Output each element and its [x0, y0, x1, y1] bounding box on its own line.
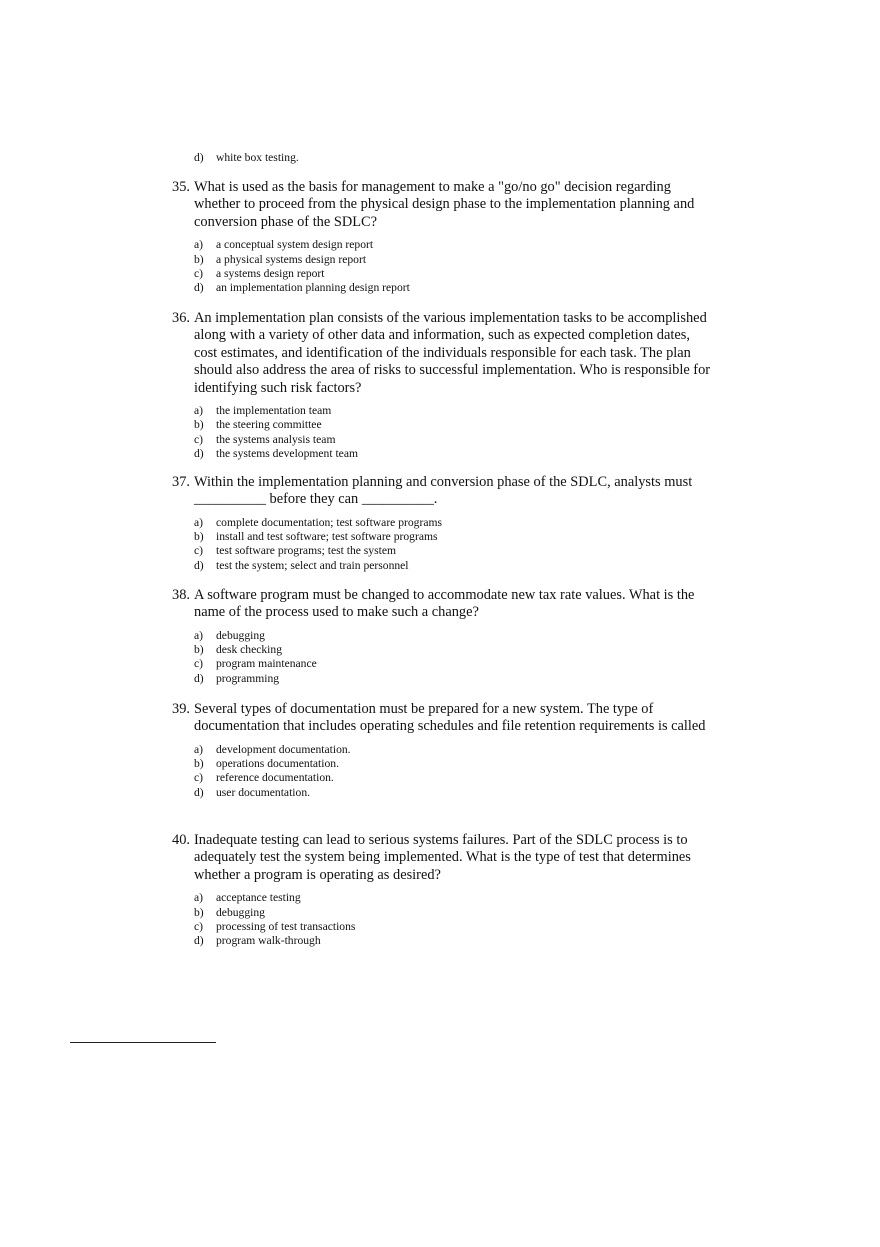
question-text: What is used as the basis for management to make a "go/no go" decision regarding whether to proceed from the physical design phase to the implementation planning and conversion phase of the SDLC?: [194, 179, 695, 230]
option-text: programming: [216, 671, 280, 685]
option-b: [194, 906, 712, 920]
option-c: [194, 920, 712, 934]
question-number: 35.: [172, 179, 190, 195]
option-letter: a): [194, 891, 204, 905]
option-text: desk checking: [216, 643, 282, 657]
option-text: a conceptual system design report: [216, 238, 374, 252]
option-text: the implementation team: [216, 404, 332, 418]
question-39: [172, 701, 712, 800]
option-text: debugging: [216, 628, 265, 642]
option-text: install and test software; test software programs: [216, 530, 438, 544]
option-letter: d): [194, 558, 204, 572]
answer-options: [194, 629, 712, 686]
option-letter: a): [194, 628, 204, 642]
option-text: a physical systems design report: [216, 252, 367, 266]
option-b: [194, 418, 712, 432]
option-text: test software programs; test the system: [216, 544, 396, 558]
option-text: processing of test transactions: [216, 919, 356, 933]
option-d: [194, 672, 712, 686]
option-d: [194, 559, 712, 573]
option-a: [194, 629, 712, 643]
question-37: [172, 474, 712, 573]
option-text: program walk-through: [216, 934, 321, 948]
answer-options: [194, 743, 712, 800]
question-text: Inadequate testing can lead to serious systems failures. Part of the SDLC process is to adequately test the system being implemented. What is the type of test that determines whether a program is operating as desired?: [194, 832, 691, 883]
question-number: 40.: [172, 832, 190, 848]
option-letter: d): [194, 785, 204, 799]
carryover-option: [194, 151, 299, 165]
option-text: test the system; select and train personnel: [216, 558, 409, 572]
question-text: Within the implementation planning and conversion phase of the SDLC, analysts must __________ before they can __________.: [194, 474, 693, 508]
option-a: [194, 743, 712, 757]
footnote-divider: [70, 1042, 216, 1043]
option-letter: c): [194, 919, 204, 933]
option-c: [194, 267, 712, 281]
option-b: [194, 757, 712, 771]
option-text: the systems analysis team: [216, 432, 336, 446]
option-a: [194, 516, 712, 530]
option-letter: c): [194, 657, 204, 671]
option-a: [194, 238, 712, 252]
option-text: development documentation.: [216, 742, 351, 756]
option-d: [194, 934, 712, 948]
option-text: user documentation.: [216, 785, 311, 799]
option-letter: c): [194, 266, 204, 280]
answer-options: [194, 238, 712, 295]
option-text: debugging: [216, 905, 265, 919]
question-text: An implementation plan consists of the various implementation tasks to be accomplished along with a variety of other data and information, such as expected completion dates, cost estimates, and identification of the individuals responsible for each task. The plan should also address the area of risks to successful implementation. Who is responsible for identifying such risk factors?: [194, 310, 711, 396]
option-letter: c): [194, 544, 204, 558]
option-text: the steering committee: [216, 418, 322, 432]
question-number: 39.: [172, 701, 190, 717]
question-stem: [172, 832, 712, 884]
question-stem: [172, 179, 712, 231]
option-letter: c): [194, 432, 204, 446]
question-40: [172, 832, 712, 948]
question-text: A software program must be changed to accommodate new tax rate values. What is the name of the process used to make such a change?: [194, 587, 695, 621]
option-b: [194, 530, 712, 544]
option-d: [194, 786, 712, 800]
option-text: the systems development team: [216, 446, 358, 460]
option-letter: d): [194, 151, 204, 164]
question-36: [172, 310, 712, 461]
option-letter: d): [194, 446, 204, 460]
option-letter: c): [194, 771, 204, 785]
option-text: an implementation planning design report: [216, 281, 410, 295]
question-stem: [172, 587, 712, 622]
option-letter: b): [194, 252, 204, 266]
option-b: [194, 643, 712, 657]
option-a: [194, 404, 712, 418]
question-text: Several types of documentation must be prepared for a new system. The type of documentation that includes operating schedules and file retention requirements is called: [194, 701, 706, 735]
option-letter: d): [194, 281, 204, 295]
option-a: [194, 891, 712, 905]
option-letter: b): [194, 530, 204, 544]
question-number: 38.: [172, 587, 190, 603]
option-c: [194, 771, 712, 785]
option-letter: b): [194, 418, 204, 432]
option-letter: a): [194, 742, 204, 756]
option-letter: a): [194, 238, 204, 252]
option-text: reference documentation.: [216, 771, 334, 785]
option-c: [194, 433, 712, 447]
option-d: [194, 281, 712, 295]
option-c: [194, 657, 712, 671]
option-text: a systems design report: [216, 266, 325, 280]
option-text: operations documentation.: [216, 757, 339, 771]
question-number: 36.: [172, 310, 190, 326]
option-letter: b): [194, 757, 204, 771]
option-text: acceptance testing: [216, 891, 301, 905]
answer-options: [194, 516, 712, 573]
option-letter: a): [194, 404, 204, 418]
question-38: [172, 587, 712, 686]
option-letter: a): [194, 515, 204, 529]
question-stem: [172, 474, 712, 509]
option-text: complete documentation; test software programs: [216, 515, 443, 529]
option-text: white box testing.: [216, 151, 299, 164]
option-c: [194, 544, 712, 558]
answer-options: [194, 404, 712, 461]
question-35: [172, 179, 712, 295]
option-letter: d): [194, 671, 204, 685]
question-number: 37.: [172, 474, 190, 490]
question-stem: [172, 310, 712, 397]
option-letter: b): [194, 643, 204, 657]
option-letter: b): [194, 905, 204, 919]
option-text: program maintenance: [216, 657, 317, 671]
option-letter: d): [194, 934, 204, 948]
option-b: [194, 253, 712, 267]
question-stem: [172, 701, 712, 736]
option-d: [194, 447, 712, 461]
answer-options: [194, 891, 712, 948]
